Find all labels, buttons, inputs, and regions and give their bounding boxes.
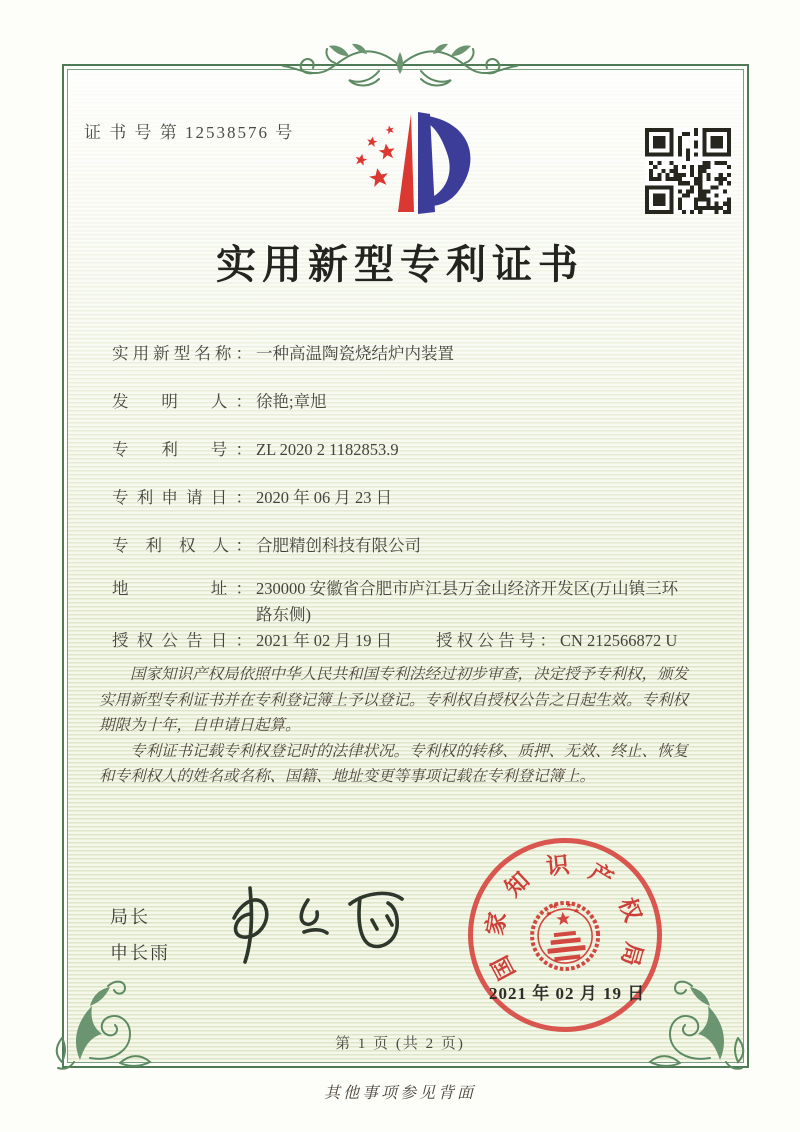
director-title: 局长 — [110, 907, 150, 927]
field-row-filing-date — [112, 485, 712, 511]
legal-paragraph: 国家知识产权局依照中华人民共和国专利法经过初步审查，决定授予专利权，颁发实用新型专利证书并在专利登记簿上予以登记。专利权自授权公告之日起生效。专利权期限为十年，自申请日起算。 — [99, 666, 689, 734]
field-row-address — [112, 576, 712, 628]
certificate-number: 证 书 号 第 12538576 号 — [84, 123, 295, 142]
field-value: CN 212566872 U — [560, 631, 678, 650]
seal-agency-char: 产 — [584, 858, 618, 893]
field-row-patent-number — [112, 437, 712, 463]
legal-paragraph: 专利证书记载专利权登记时的法律状况。专利权的转移、质押、无效、终止、恢复和专利权人的姓名或名称、国籍、地址变更等事项记载在专利登记簿上。 — [99, 742, 689, 785]
field-label: 授权公告号： — [436, 631, 556, 650]
seal-agency-char: 知 — [500, 867, 535, 902]
seal-date: 2021 年 02 月 19 日 — [489, 984, 646, 1003]
legal-text — [99, 662, 703, 790]
field-label: 专 利 号： — [112, 440, 252, 459]
qr-code — [645, 128, 731, 214]
seal-agency-char: 局 — [616, 939, 647, 969]
field-value: ZL 2020 2 1182853.9 — [256, 440, 399, 459]
field-value: 合肥精创科技有限公司 — [256, 536, 421, 555]
field-label: 授权公告日： — [112, 631, 252, 650]
field-label: 发 明 人： — [112, 392, 252, 411]
field-row-name — [112, 341, 712, 367]
field-label: 地 址： — [112, 579, 252, 598]
field-label: 专 利 权 人： — [112, 536, 252, 555]
seal-agency-char: 国 — [487, 951, 521, 984]
field-value: 2021 年 02 月 19 日 — [256, 631, 393, 650]
back-side-note: 其他事项参见背面 — [323, 1085, 476, 1102]
field-value: 230000 安徽省合肥市庐江县万金山经济开发区(万山镇三环路东侧) — [256, 579, 679, 624]
seal-agency-char: 识 — [544, 852, 571, 880]
field-row-patentee — [112, 533, 712, 559]
field-row-inventor — [112, 389, 712, 415]
page-number: 第 1 页 (共 2 页) — [335, 1036, 465, 1052]
field-value: 徐艳;章旭 — [256, 392, 327, 411]
seal-agency-char: 权 — [613, 894, 646, 925]
field-row-grant — [112, 628, 712, 654]
field-value: 2020 年 06 月 23 日 — [256, 488, 393, 507]
director-name: 申长雨 — [110, 943, 170, 963]
director-signature-script — [212, 870, 417, 970]
national-emblem-icon — [521, 888, 610, 982]
field-label: 实用新型名称： — [112, 344, 252, 363]
cnipa-logo-icon — [338, 108, 488, 230]
certificate-title: 实用新型专利证书 — [216, 242, 584, 287]
seal-agency-char: 家 — [482, 910, 511, 938]
field-value: 一种高温陶瓷烧结炉内装置 — [256, 344, 454, 363]
field-label: 专利申请日： — [112, 488, 252, 507]
